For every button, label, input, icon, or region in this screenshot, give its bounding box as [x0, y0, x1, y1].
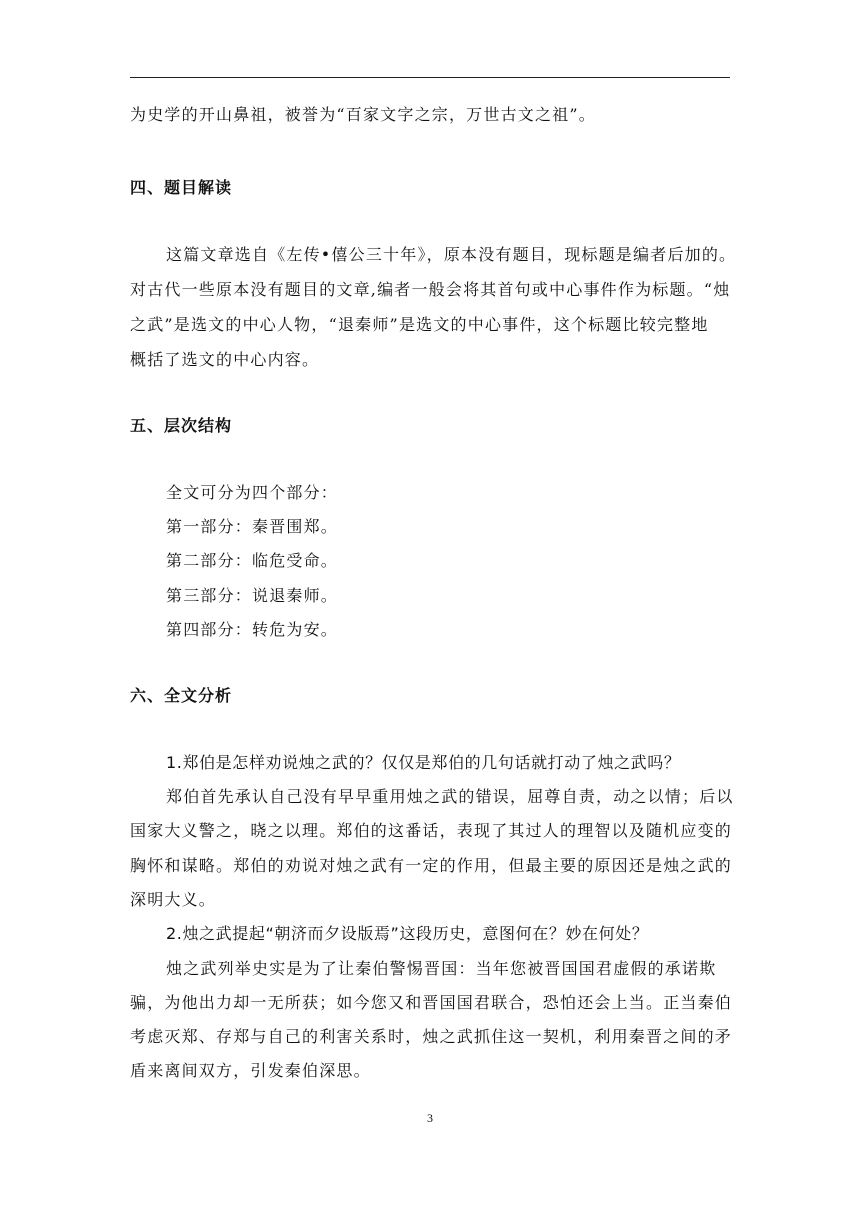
section-heading-6: 六、全文分析 — [130, 686, 233, 705]
question-1: 1.郑伯是怎样劝说烛之武的？仅仅是郑伯的几句话就打动了烛之武吗？ — [166, 753, 681, 772]
paragraph-line: 国家大义警之，晓之以理。郑伯的这番话，表现了其过人的理智以及随机应变的 — [130, 821, 733, 840]
continuation-text: 为史学的开山鼻祖，被誉为“百家文字之宗，万世古文之祖”。 — [130, 105, 596, 124]
list-item: 第一部分：秦晋围郑。 — [166, 517, 339, 536]
list-item: 全文可分为四个部分： — [166, 483, 339, 502]
paragraph-line: 这篇文章选自《左传•僖公三十年》，原本没有题目，现标题是编者后加的。 — [166, 245, 737, 264]
question-2: 2.烛之武提起“朝济而夕设版焉”这段历史，意图何在？妙在何处？ — [166, 924, 649, 943]
paragraph-line: 郑伯首先承认自己没有早早重用烛之武的错误，屈尊自责，动之以情；后以 — [166, 787, 734, 806]
list-item: 第二部分：临危受命。 — [166, 551, 339, 570]
paragraph-line: 对古代一些原本没有题目的文章,编者一般会将其首句或中心事件作为标题。“烛 — [130, 280, 731, 299]
paragraph-line: 概括了选文的中心内容。 — [130, 350, 320, 369]
paragraph-line: 之武”是选文的中心人物，“退秦师”是选文的中心事件，这个标题比较完整地 — [130, 315, 709, 334]
page-number: 3 — [427, 1111, 433, 1125]
paragraph-line: 深明大义。 — [130, 890, 217, 909]
list-item: 第三部分：说退秦师。 — [166, 586, 339, 605]
paragraph-line: 胸怀和谋略。郑伯的劝说对烛之武有一定的作用，但最主要的原因还是烛之武的 — [130, 856, 733, 875]
list-item: 第四部分：转危为安。 — [166, 620, 339, 639]
section-heading-4: 四、题目解读 — [130, 178, 233, 197]
paragraph-line: 骗，为他出力却一无所获；如今您又和晋国国君联合，恐怕还会上当。正当秦伯 — [130, 993, 733, 1012]
paragraph-line: 考虑灭郑、存郑与自己的利害关系时，烛之武抓住这一契机，利用秦晋之间的矛 — [130, 1027, 733, 1046]
section-heading-5: 五、层次结构 — [130, 416, 233, 435]
header-rule — [130, 77, 730, 78]
paragraph-line: 盾来离间双方，引发秦伯深思。 — [130, 1061, 371, 1080]
paragraph-line: 烛之武列举史实是为了让秦伯警惕晋国：当年您被晋国国君虚假的承诺欺 — [166, 959, 717, 978]
